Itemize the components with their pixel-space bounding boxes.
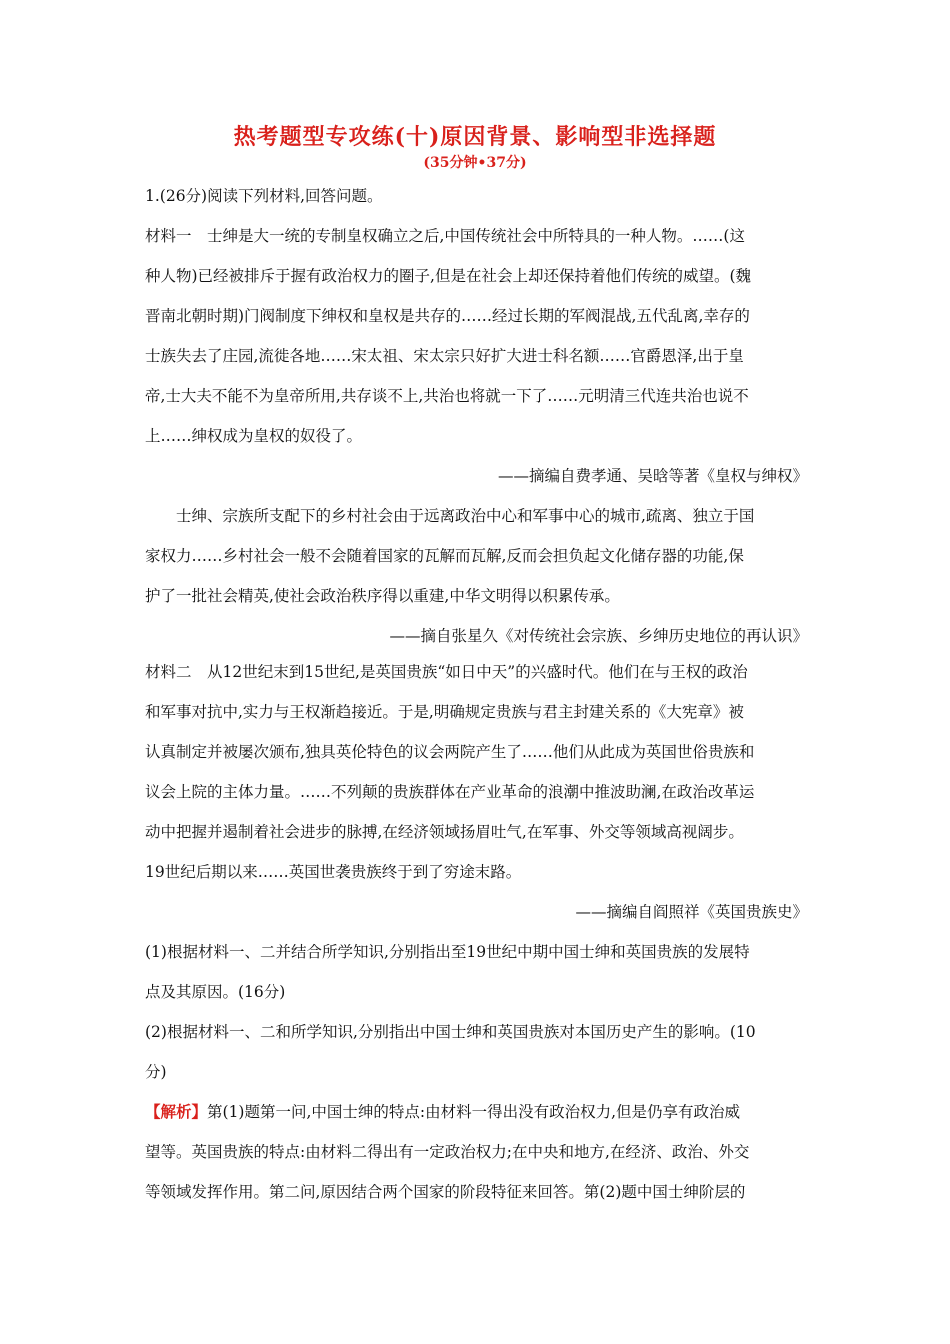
page-title: 热考题型专攻练(十)原因背景、影响型非选择题 <box>233 124 717 150</box>
question-line: 点及其原因。(16分) <box>145 983 286 1001</box>
question-line: (2)根据材料一、二和所学知识,分别指出中国士绅和英国贵族对本国历史产生的影响。(10 <box>145 1023 756 1041</box>
page-subtitle: (35分钟•37分) <box>423 155 527 171</box>
question-intro: 1.(26分)阅读下列材料,回答问题。 <box>145 187 383 205</box>
material-one-b-line: 士绅、宗族所支配下的乡村社会由于远离政治中心和军事中心的城市,疏离、独立于国 <box>145 507 755 525</box>
material-one-b-line: 护了一批社会精英,使社会政治秩序得以重建,中华文明得以积累传承。 <box>145 587 620 605</box>
material-one-line: 士族失去了庄园,流徙各地……宋太祖、宋太宗只好扩大进士科名额……官爵恩泽,出于皇 <box>145 347 744 365</box>
question-line: 分) <box>145 1063 167 1081</box>
material-one-line: 晋南北朝时期)门阀制度下绅权和皇权是共存的……经过长期的军阀混战,五代乱离,幸存的 <box>145 307 750 325</box>
material-one-line: 种人物)已经被排斥于握有政治权力的圈子,但是在社会上却还保持着他们传统的威望。(魏 <box>145 267 752 285</box>
material-two-line: 认真制定并被屡次颁布,独具英伦特色的议会两院产生了……他们从此成为英国世俗贵族和 <box>145 743 755 761</box>
material-two-line: 材料二 从12世纪末到15世纪,是英国贵族“如日中天”的兴盛时代。他们在与王权的政治 <box>145 663 748 681</box>
material-two-source: ——摘编自阎照祥《英国贵族史》 <box>575 903 808 921</box>
analysis-line: 望等。英国贵族的特点:由材料二得出有一定政治权力;在中央和地方,在经济、政治、外交 <box>145 1143 750 1161</box>
question-line: (1)根据材料一、二并结合所学知识,分别指出至19世纪中期中国士绅和英国贵族的发展特 <box>145 943 750 961</box>
material-one-b-line: 家权力……乡村社会一般不会随着国家的瓦解而瓦解,反而会担负起文化储存器的功能,保 <box>145 547 744 565</box>
analysis-first-line <box>145 1102 740 1122</box>
material-two-line: 议会上院的主体力量。……不列颠的贵族群体在产业革命的浪潮中推波助澜,在政治改革运 <box>145 783 755 801</box>
analysis-tag: 【解析】 <box>145 1102 208 1121</box>
material-two-line: 动中把握并遏制着社会进步的脉搏,在经济领域扬眉吐气,在军事、外交等领域高视阔步。 <box>145 823 744 841</box>
analysis-line: 等领域发挥作用。第二问,原因结合两个国家的阶段特征来回答。第(2)题中国士绅阶层的 <box>145 1183 746 1201</box>
material-one-line: 材料一 士绅是大一统的专制皇权确立之后,中国传统社会中所特具的一种人物。……(这 <box>145 227 745 245</box>
analysis-text: 第(1)题第一问,中国士绅的特点:由材料一得出没有政治权力,但是仍享有政治威 <box>207 1103 741 1121</box>
material-one-source: ——摘编自费孝通、吴晗等著《皇权与绅权》 <box>497 467 808 485</box>
material-two-line: 19世纪后期以来……英国世袭贵族终于到了穷途末路。 <box>145 863 522 881</box>
material-two-line: 和军事对抗中,实力与王权渐趋接近。于是,明确规定贵族与君主封建关系的《大宪章》被 <box>145 703 744 721</box>
material-one-line: 帝,士大夫不能不为皇帝所用,共存谈不上,共治也将就一下了……元明清三代连共治也说不 <box>145 387 749 405</box>
material-one-line: 上……绅权成为皇权的奴役了。 <box>145 427 363 445</box>
material-one-b-source: ——摘自张星久《对传统社会宗族、乡绅历史地位的再认识》 <box>389 627 808 645</box>
